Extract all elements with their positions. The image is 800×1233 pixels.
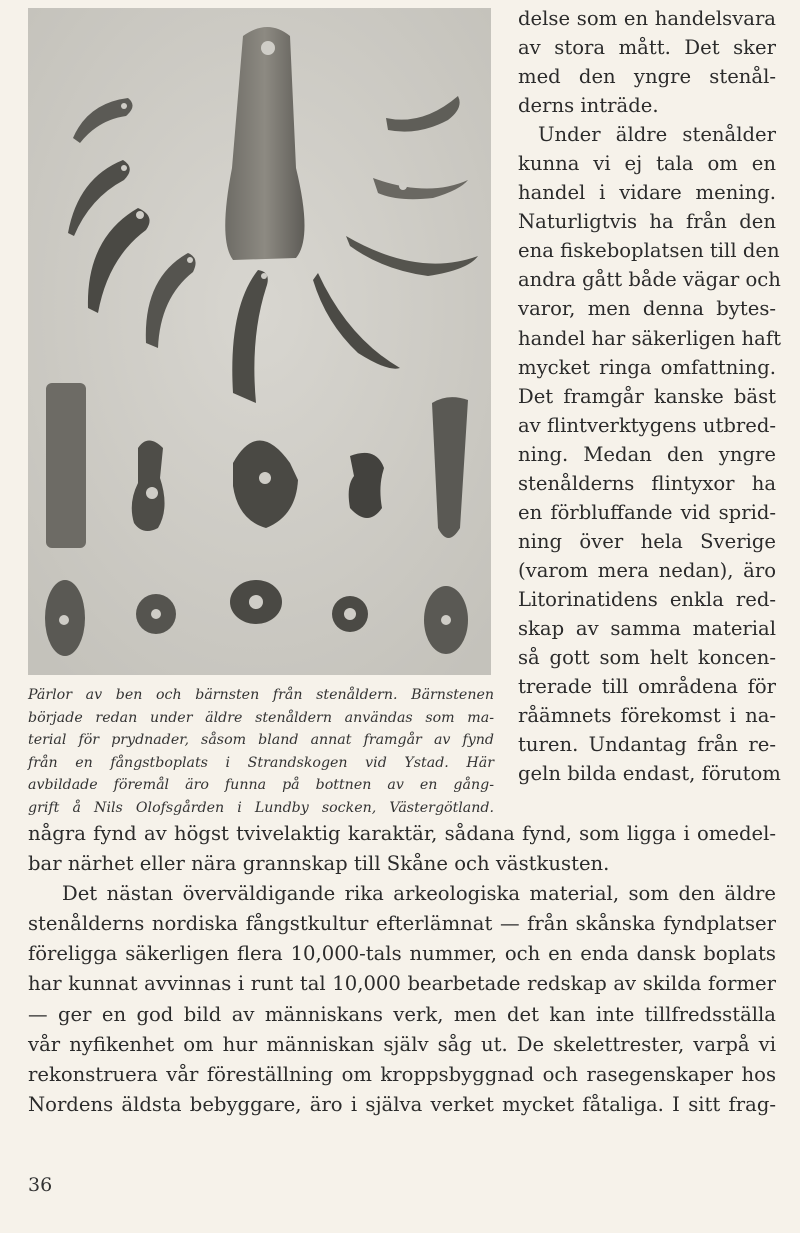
body-line: rekonstruera vår föreställning om kroppsbyggnad och rasegenskaper hos <box>28 1062 776 1086</box>
body-line: Nordens äldsta bebyggare, äro i själva verket mycket fåtaliga. I sitt frag- <box>28 1092 776 1116</box>
caption-line: terial för prydnader, såsom bland annat framgår av fynd <box>28 732 494 748</box>
artifact-photograph <box>28 8 491 675</box>
body-line: vår nyfikenhet om hur människan själv såg ut. De skelettrester, varpå vi <box>28 1032 776 1056</box>
body-line: stenålderns nordiska fångstkultur efterlämnat — från skånska fyndplatser <box>28 912 776 936</box>
column-line: handel har säkerligen haft <box>518 326 781 350</box>
column-line: Det framgår kanske bäst <box>518 384 776 408</box>
column-line: andra gått både vägar och <box>518 268 781 292</box>
caption-line: Pärlor av ben och bärnsten från stenåldern. Bärnstenen <box>28 687 494 703</box>
column-line: turen. Undantag från re- <box>518 733 776 757</box>
figure-caption <box>28 684 494 819</box>
column-line: Naturligtvis ha från den <box>518 210 776 234</box>
body-line: — ger en god bild av människans verk, men det kan inte tillfredsställa <box>28 1002 776 1026</box>
column-line: trerade till områdena för <box>518 675 776 699</box>
column-line: av flintverktygens utbred- <box>518 413 776 437</box>
column-line: skap av samma material <box>518 616 776 640</box>
column-line: kunna vi ej tala om en <box>518 152 776 176</box>
column-line: en förbluffande vid sprid- <box>518 500 776 524</box>
column-line: ning över hela Sverige <box>518 529 776 553</box>
body-line: Det nästan överväldigande rika arkeologiska material, som den äldre <box>62 882 776 906</box>
caption-line: avbildade föremål äro funna på bottnen av en gång- <box>28 777 494 793</box>
column-line: ena fiskeboplatsen till den <box>518 239 780 263</box>
column-line: stenålderns flintyxor ha <box>518 471 776 495</box>
column-line: Under äldre stenålder <box>538 123 776 147</box>
column-line: mycket ringa omfattning. <box>518 355 776 379</box>
page-number: 36 <box>28 1174 53 1196</box>
text-column <box>518 4 781 788</box>
pendants-illustration <box>28 8 491 675</box>
column-line: ning. Medan den yngre <box>518 442 776 466</box>
column-line: varor, men denna bytes- <box>518 297 776 321</box>
amber-bead <box>349 453 384 518</box>
column-line: (varom mera nedan), äro <box>518 558 776 582</box>
column-line: så gott som helt koncen- <box>518 646 776 670</box>
caption-line: från en fångstboplats i Strandskogen vid Ystad. Här <box>28 754 494 771</box>
caption-line: grift å Nils Olofsgården i Lundby socken, Västergötland. <box>28 799 494 816</box>
column-line: av stora mått. Det sker <box>518 36 776 60</box>
column-line: derns inträde. <box>518 94 659 118</box>
bone-rod <box>46 383 86 548</box>
body-line: har kunnat avvinnas i runt tal 10,000 bearbetade redskap av skilda former <box>28 972 776 996</box>
column-line: delse som en handelsvara <box>518 7 776 30</box>
body-text <box>28 819 776 1120</box>
column-line: råämnets förekomst i na- <box>518 704 776 728</box>
body-line: bar närhet eller nära grannskap till Skåne och västkusten. <box>28 852 610 876</box>
column-line: Litorinatidens enkla red- <box>518 587 776 611</box>
column-line: med den yngre stenål- <box>518 65 776 89</box>
column-line: geln bilda endast, förutom <box>518 762 781 786</box>
body-line: föreligga säkerligen flera 10,000-tals nummer, och en enda dansk boplats <box>28 942 776 966</box>
caption-line: började redan under äldre stenåldern användas som ma- <box>28 709 494 726</box>
column-line: handel i vidare mening. <box>518 181 776 205</box>
body-line: några fynd av högst tvivelaktig karaktär, sådana fynd, som ligga i omedel- <box>28 822 776 845</box>
